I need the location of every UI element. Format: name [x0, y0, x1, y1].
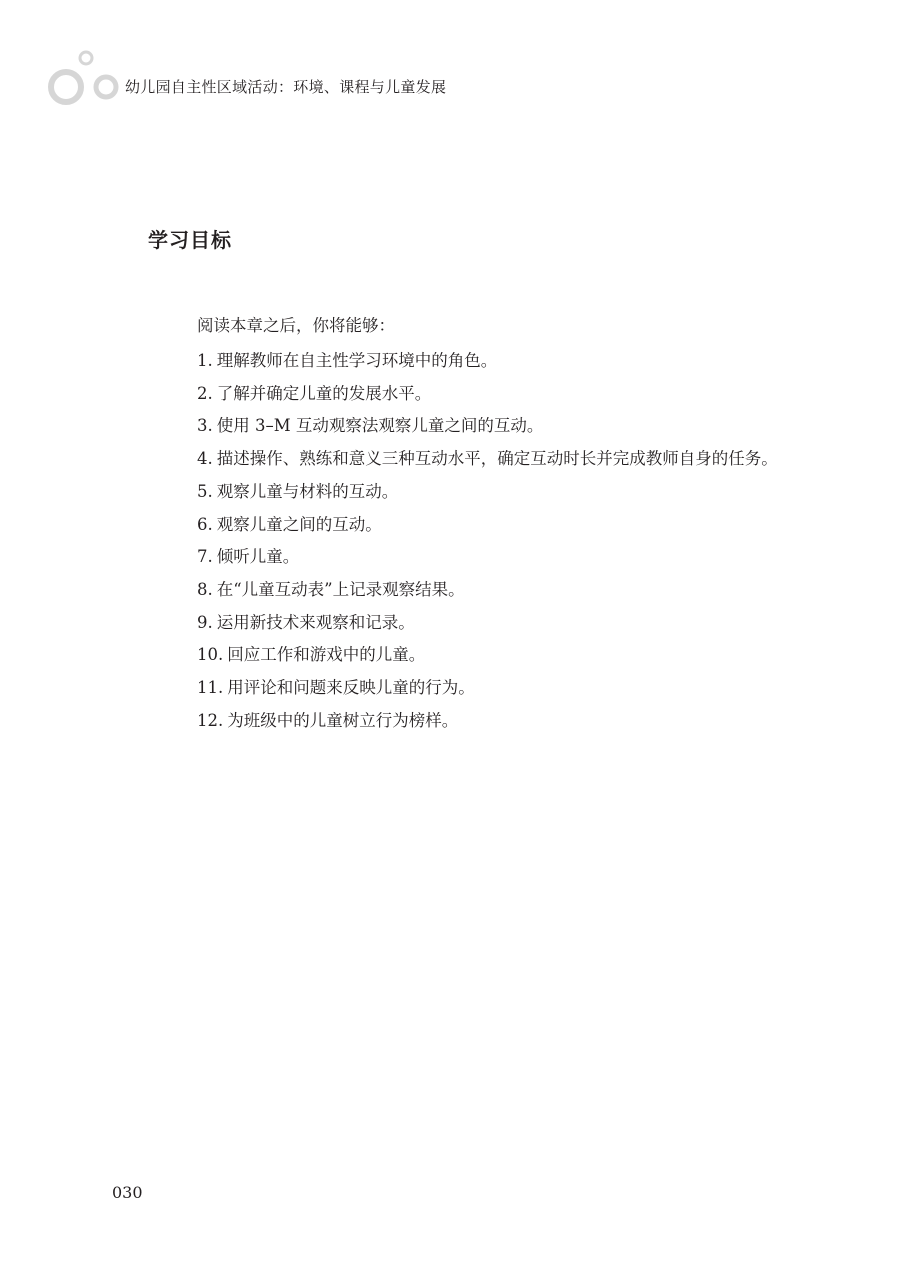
objective-text: 观察儿童之间的互动。: [216, 514, 382, 534]
objectives-list: [197, 345, 797, 737]
objective-item-5: [197, 476, 797, 509]
objective-item-6: [197, 509, 797, 542]
objectives-intro: 阅读本章之后，你将能够：: [197, 316, 395, 335]
section-title: 学习目标: [148, 228, 232, 252]
objective-text: 运用新技术来观察和记录。: [216, 612, 415, 632]
objective-item-12: [197, 705, 797, 738]
objective-item-9: [197, 607, 797, 640]
objective-text: 用评论和问题来反映儿童的行为。: [227, 678, 475, 698]
objective-text: 理解教师在自主性学习环境中的角色。: [216, 351, 498, 370]
objective-text: 了解并确定儿童的发展水平。: [216, 383, 432, 403]
objective-text: 倾听儿童。: [216, 547, 300, 567]
objective-number: 5.: [197, 481, 213, 501]
objective-item-8: [197, 574, 797, 607]
objective-number: 12.: [197, 710, 224, 730]
objective-text: 观察儿童与材料的互动。: [216, 481, 399, 501]
objective-number: 10.: [197, 645, 224, 665]
objectives-block: [197, 312, 797, 737]
objective-item-10: [197, 639, 797, 672]
objective-item-11: [197, 672, 797, 705]
running-header: 幼儿园自主性区域活动：环境、课程与儿童发展: [125, 78, 447, 96]
objective-number: 4.: [197, 449, 213, 469]
objective-number: 1.: [197, 351, 213, 370]
objective-number: 2.: [197, 383, 213, 403]
objective-number: 9.: [197, 612, 213, 632]
objective-item-3: [197, 410, 797, 443]
objective-item-4: [197, 443, 797, 476]
objective-number: 11.: [197, 678, 224, 698]
objective-number: 7.: [197, 547, 213, 567]
objective-text: 使用 3–M 互动观察法观察儿童之间的互动。: [216, 416, 544, 436]
three-circles-decoration-icon: [0, 0, 130, 120]
objective-number: 6.: [197, 514, 213, 534]
objective-item-7: [197, 541, 797, 574]
objective-text: 描述操作、熟练和意义三种互动水平，确定互动时长并完成教师自身的任务。: [216, 449, 778, 469]
objective-text: 为班级中的儿童树立行为榜样。: [227, 710, 459, 730]
objective-text: 在“儿童互动表”上记录观察结果。: [216, 579, 465, 599]
objective-text: 回应工作和游戏中的儿童。: [227, 645, 426, 665]
page-number: 030: [112, 1183, 143, 1202]
objective-item-2: [197, 378, 797, 411]
objective-number: 3.: [197, 416, 213, 436]
objective-number: 8.: [197, 579, 213, 599]
objective-item-1: [197, 345, 797, 378]
